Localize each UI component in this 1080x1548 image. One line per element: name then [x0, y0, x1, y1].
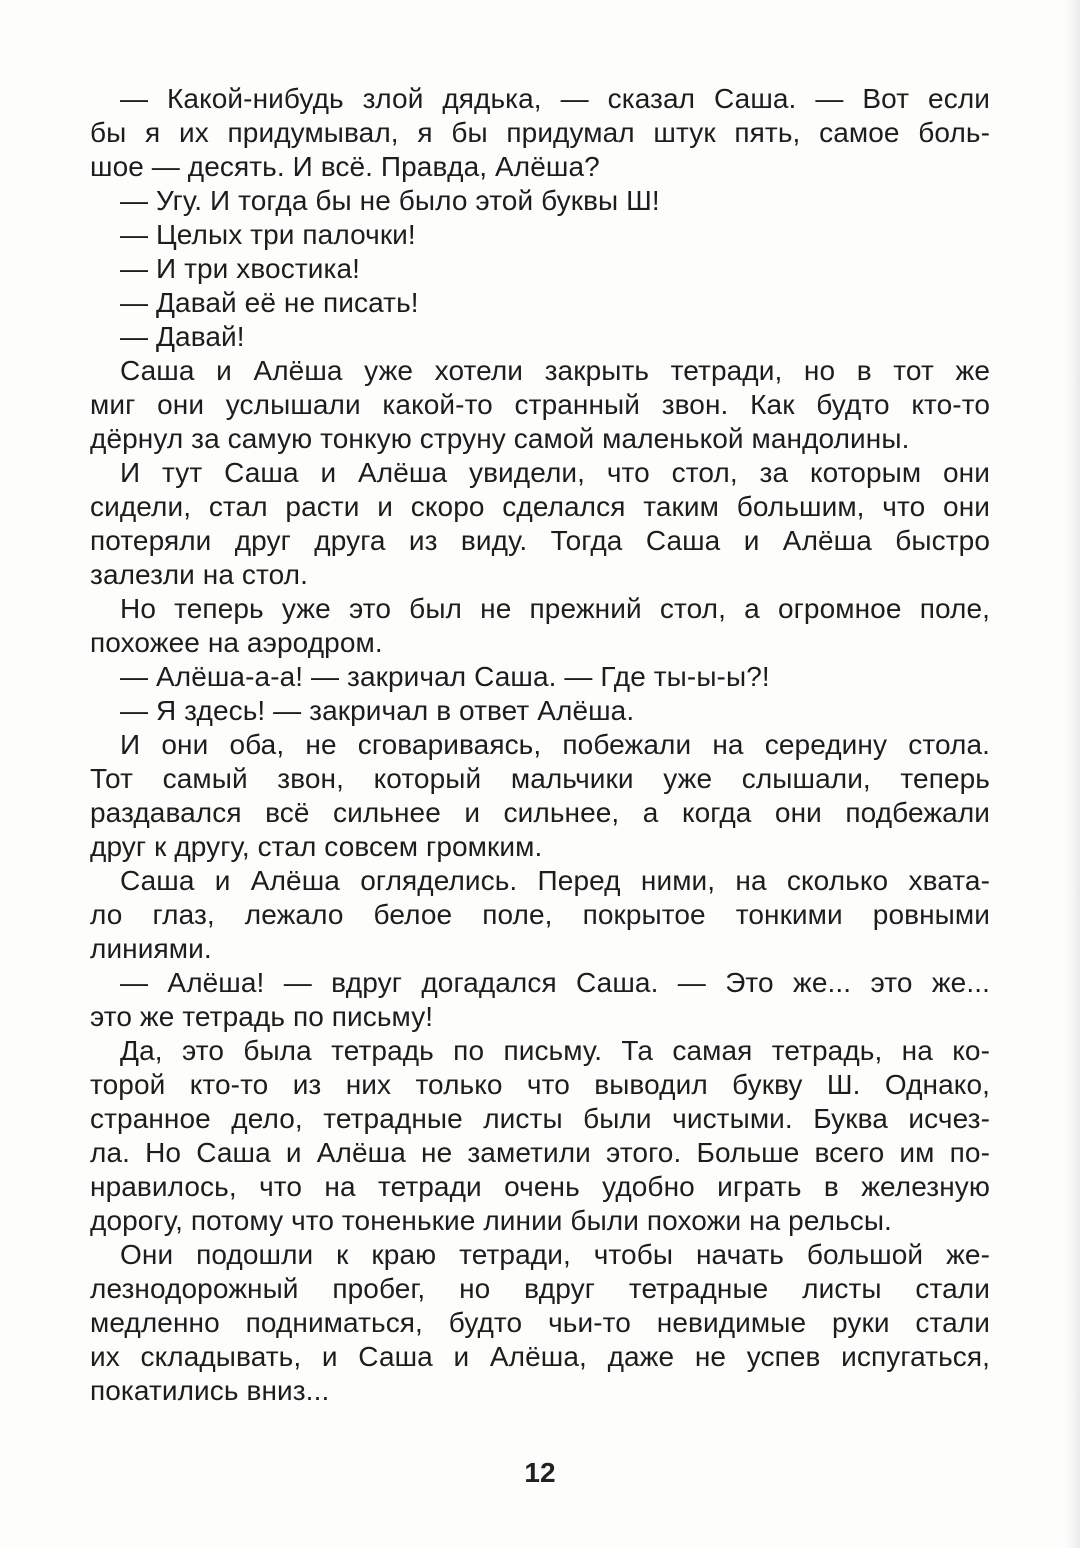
- paragraph: [90, 728, 990, 864]
- text-line: раздавался всё сильнее и сильнее, а когда они подбежали: [90, 797, 990, 828]
- text-line: медленно подниматься, будто чьи-то невидимые руки стали: [90, 1307, 990, 1338]
- text-line: — Алёша-а-а! — закричал Саша. — Где ты-ы-ы?!: [120, 661, 770, 692]
- text-line: линиями.: [90, 933, 212, 964]
- text-line: — Угу. И тогда бы не было этой буквы Ш!: [120, 185, 660, 216]
- text-line: Саша и Алёша огляделись. Перед ними, на сколько хвата-: [120, 865, 990, 896]
- text-line: Да, это была тетрадь по письму. Та самая тетрадь, на ко-: [120, 1035, 990, 1066]
- text-line: залезли на стол.: [90, 559, 308, 590]
- page-footer: [90, 1456, 990, 1490]
- text-line: И тут Саша и Алёша увидели, что стол, за которым они: [120, 457, 990, 488]
- text-line: миг они услышали какой-то странный звон. Как будто кто-то: [90, 389, 990, 420]
- text-line: — Давай!: [120, 321, 245, 352]
- text-line: друг к другу, стал совсем громким.: [90, 831, 543, 862]
- text-line: — Я здесь! — закричал в ответ Алёша.: [120, 695, 635, 726]
- text-line: нравилось, что на тетради очень удобно играть в железную: [90, 1171, 990, 1202]
- text-line: странное дело, тетрадные листы были чистыми. Буква исчез-: [90, 1103, 990, 1134]
- paragraph: [90, 218, 990, 252]
- scan-edge-shadow: [1064, 0, 1080, 1548]
- paragraph: [90, 320, 990, 354]
- text-line: дёрнул за самую тонкую струну самой маленькой мандолины.: [90, 423, 910, 454]
- paragraph: [90, 966, 990, 1034]
- text-line: И они оба, не сговариваясь, побежали на середину стола.: [120, 729, 990, 760]
- text-block: [90, 82, 990, 1408]
- paragraph: [90, 864, 990, 966]
- text-line: Они подошли к краю тетради, чтобы начать большой же-: [120, 1239, 990, 1270]
- paragraph: [90, 694, 990, 728]
- paragraph: [90, 1238, 990, 1408]
- paragraph: [90, 184, 990, 218]
- text-line: — Какой-нибудь злой дядька, — сказал Саша. — Вот если: [120, 83, 990, 114]
- text-line: их складывать, и Саша и Алёша, даже не успев испугаться,: [90, 1341, 990, 1372]
- paragraph: [90, 660, 990, 694]
- paragraph: [90, 82, 990, 184]
- text-line: это же тетрадь по письму!: [90, 1001, 434, 1032]
- paragraph: [90, 1034, 990, 1238]
- text-line: сидели, стал расти и скоро сделался таким большим, что они: [90, 491, 990, 522]
- text-line: покатились вниз...: [90, 1375, 330, 1406]
- text-line: — Алёша! — вдруг догадался Саша. — Это же... это же...: [120, 967, 990, 998]
- paragraph: [90, 456, 990, 592]
- text-line: ло глаз, лежало белое поле, покрытое тонкими ровными: [90, 899, 990, 930]
- text-line: Тот самый звон, который мальчики уже слышали, теперь: [90, 763, 990, 794]
- paragraph: [90, 354, 990, 456]
- text-line: лезнодорожный пробег, но вдруг тетрадные листы стали: [90, 1273, 990, 1304]
- text-line: — Давай её не писать!: [120, 287, 419, 318]
- paragraph: [90, 286, 990, 320]
- text-line: шое — десять. И всё. Правда, Алёша?: [90, 151, 600, 182]
- text-line: бы я их придумывал, я бы придумал штук пять, самое боль-: [90, 117, 990, 148]
- text-line: Саша и Алёша уже хотели закрыть тетради, но в тот же: [120, 355, 990, 386]
- page-number: 12: [524, 1457, 556, 1488]
- paragraph: [90, 252, 990, 286]
- text-line: — И три хвостика!: [120, 253, 361, 284]
- text-line: потеряли друг друга из виду. Тогда Саша и Алёша быстро: [90, 525, 990, 556]
- text-line: — Целых три палочки!: [120, 219, 416, 250]
- text-line: похожее на аэродром.: [90, 627, 383, 658]
- text-line: торой кто-то из них только что выводил букву Ш. Однако,: [90, 1069, 990, 1100]
- text-line: ла. Но Саша и Алёша не заметили этого. Больше всего им по-: [90, 1137, 990, 1168]
- text-line: дорогу, потому что тоненькие линии были похожи на рельсы.: [90, 1205, 892, 1236]
- text-line: Но теперь уже это был не прежний стол, а огромное поле,: [120, 593, 990, 624]
- paragraph: [90, 592, 990, 660]
